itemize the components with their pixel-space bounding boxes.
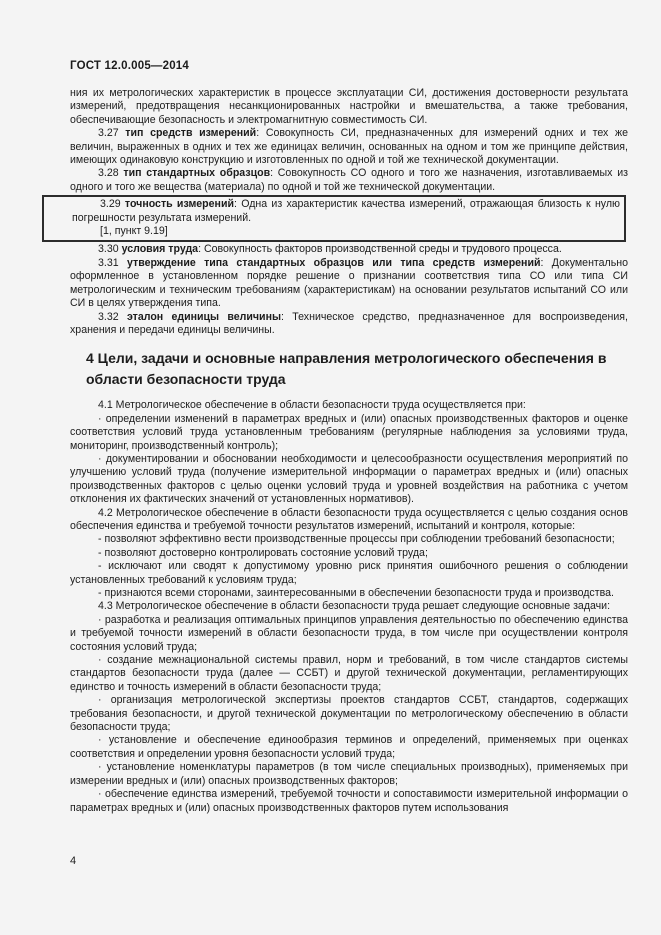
list-item: - исключают или сводят к допустимому уровню риск принятия ошибочного решения о соблюдении установленных требований к условиям труда; <box>70 560 628 586</box>
term-number: 3.30 <box>98 243 119 256</box>
list-item: · создание межнациональной системы правил, норм и требований, в том числе стандартов системы стандартов безопасности труда (далее — ССБТ) и другой технической документации, регламентирующих единство и точность измерений в области безопасности труда; <box>70 654 628 693</box>
paragraph-4-2-intro: 4.2 Метрологическое обеспечение в области безопасности труда осуществляется с целью создания основ обеспечения единства и требуемой точности результатов измерений, испытаний и контроля, которые: <box>70 506 628 532</box>
term-source-reference: [1, пункт 9.19] <box>100 225 168 238</box>
term-paragraph-3-31 <box>70 257 628 311</box>
list-item: · обеспечение единства измерений, требуемой точности и сопоставимости измерительной информации о параметрах вредных и (или) опасных производственных факторов путем использования <box>70 788 628 814</box>
term-paragraph-3-28 <box>70 167 628 194</box>
list-item: · разработка и реализация оптимальных принципов управления деятельностью по обеспечению единства и требуемой точности измерений в области безопасности труда, в том числе при осуществлении контроля состояния условий труда; <box>70 613 628 653</box>
term-definition: : Техническое средство, предназначенное для воспроизведения, хранения и передачи единицы величины. <box>70 310 628 336</box>
paragraph-4-1-intro: 4.1 Метрологическое обеспечение в области безопасности труда осуществляется при: <box>98 399 526 412</box>
list-item: · документировании и обосновании необходимости и целесообразности осуществления мероприятий по улучшению условий труда (получение измерительной информации о параметрах вредных и (или) опасных производственных факторов с целью оценки условий труда и уровней воздействия на работника с учетом отклонения их фактических значений от установленных нормативов). <box>70 452 628 506</box>
term-title: эталон единицы величины <box>126 310 282 323</box>
term-number: 3.31 <box>98 256 119 269</box>
term-number: 3.28 <box>98 167 119 180</box>
section-4-heading: 4 Цели, задачи и основные направления метрологического обеспечения в области безопасности труда <box>86 350 607 388</box>
term-title: утверждение типа стандартных образцов или типа средств измерений <box>126 256 541 269</box>
term-number: 3.32 <box>98 310 119 323</box>
page-number: 4 <box>70 855 77 867</box>
term-title: тип стандартных образцов <box>123 167 271 180</box>
term-number: 3.29 <box>100 198 121 211</box>
list-item: - позволяют эффективно вести производственные процессы при соблюдении требований безопасности; <box>98 533 615 546</box>
term-title: тип средств измерений <box>125 127 257 140</box>
list-item: - признаются всеми сторонами, заинтересованными в обеспечении безопасности труда и производства. <box>98 587 614 599</box>
term-definition: : Совокупность факторов производственной среды и трудового процесса. <box>198 243 562 256</box>
term-definition: : Одна из характеристик качества измерений, отражающая близость к нулю погрешности результата измерений. <box>72 198 620 224</box>
list-item: · установление номенклатуры параметров (в том числе специальных производных), применяемых при измерении вредных и (или) опасных производственных факторов; <box>70 761 628 787</box>
term-paragraph-3-27 <box>70 127 628 167</box>
term-definition: : Совокупность СО одного и того же назначения, изготавливаемых из одного и того же вещества (материала) по одной и той же технической документации. <box>70 167 628 193</box>
text-column <box>70 60 628 815</box>
term-title: точность измерений <box>124 198 234 211</box>
highlighted-definition-box <box>42 195 626 242</box>
term-paragraph-3-29 <box>72 198 620 225</box>
list-item: · определении изменений в параметрах вредных и (или) опасных производственных факторов и оценке соответствия условий труда установленным требованиям (регулярные наблюдения за условиями труда, мониторинг, производственный контроль); <box>70 412 628 452</box>
term-title: условия труда <box>121 243 199 256</box>
standard-code-header: ГОСТ 12.0.005—2014 <box>70 60 189 72</box>
term-definition: : Документально оформленное в установленном порядке решение о признании соответствия типа СО или типа СИ метрологическим и техническим требованиям (характеристикам) на основании результатов испытаний СО или СИ в целях утверждения типа. <box>70 256 628 310</box>
list-item: · организация метрологической экспертизы проектов стандартов ССБТ, стандартов, содержащих требования безопасности, и другой технической документации по метрологическому обеспечению в области безопасности труда; <box>70 694 628 734</box>
list-item: · установление и обеспечение единообразия терминов и определений, применяемых при оценках соответствия и определении уровня безопасности условий труда; <box>70 734 628 760</box>
term-paragraph-3-32 <box>70 311 628 338</box>
paragraph-4-3-intro: 4.3 Метрологическое обеспечение в области безопасности труда решает следующие основные задачи: <box>98 600 611 613</box>
continuation-paragraph: ния их метрологических характеристик в процессе эксплуатации СИ, достижения достоверности результата измерений, предотвращения несанкционированных настройки и вмешательства, а также требования, обеспечивающие безопасность и электромагнитную совместимость СИ. <box>70 87 628 126</box>
term-paragraph-3-30 <box>70 243 628 256</box>
term-number: 3.27 <box>98 127 119 140</box>
list-item: - позволяют достоверно контролировать состояние условий труда; <box>98 546 428 559</box>
term-definition: : Совокупность СИ, предназначенных для измерений одних и тех же величин, выраженных в одних и тех же единицах величин, основанных на одном и том же принципе действия, имеющих одинаковую конструкцию и изготовленных по одной и той же технической документации. <box>70 127 628 167</box>
